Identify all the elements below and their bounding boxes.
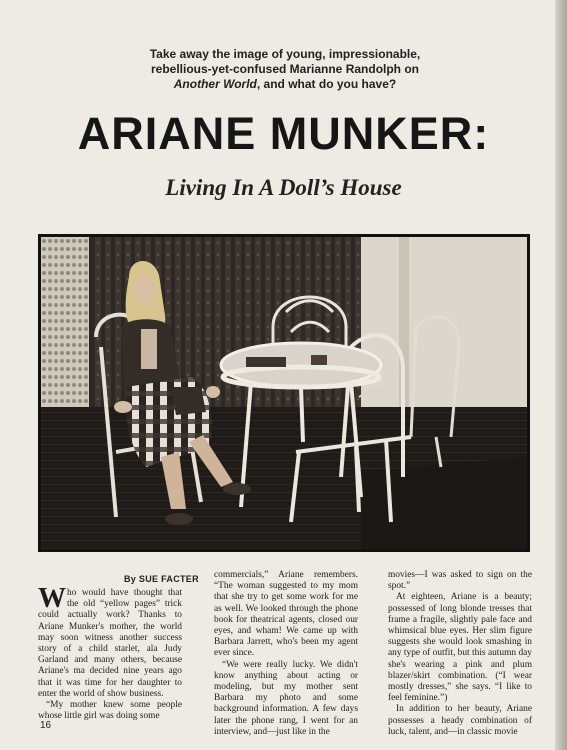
col3-paragraph-2: At eighteen, Ariane is a beauty; possessed of long blonde tresses that frame a fragile, slightly pale face and whimsical blue eyes. Her slim figure suggests she would look smashing in any type of outfit, but this autumn day she's wearing a pink and plum blazer/skirt combination. (“I wear mostly dresses,” she says. “I like to feel feminine.”) [388, 592, 532, 704]
show-title: Another World [173, 77, 257, 91]
deck-line-2: rebellious-yet-confused Marianne Randolph on [150, 62, 420, 76]
col3-paragraph-1: movies—I was asked to sign on the spot.” [388, 570, 532, 592]
byline: By SUE FACTER [124, 574, 199, 584]
deck-text [120, 47, 450, 92]
article-column-1 [38, 583, 182, 722]
col2-paragraph-2: “We were really lucky. We didn't know anything about acting or modeling, but my mother sent Barbara my photo and some background information. A few days later the phone rang, I went for an interview, and—just like in the [214, 659, 358, 737]
photo-illustration [41, 237, 527, 549]
headline: ARIANE MUNKER: [77, 108, 490, 159]
col3-paragraph-3: In addition to her beauty, Ariane possesses a heady combination of luck, talent, and—in classic movie [388, 704, 532, 737]
page-number: 16 [40, 720, 52, 731]
page-gutter-shadow [555, 0, 567, 750]
deck-line-3 [120, 77, 450, 92]
col2-paragraph-1: commercials,” Ariane remembers. “The woman suggested to my mom that she try to get some work for me as well. We looked through the phone book for theatrical agents, closed our eyes, and wham! We came up with Barbara Jarrett, who's been my agent ever since. [214, 570, 358, 659]
feature-photo [38, 234, 530, 552]
col1-p1-text: ho would have thought that the old “yellow pages” trick could actually work? Thanks to Ariane Munker's mother, the world may soon witness another success story of a child starlet, ala Judy Garland and many others, because Ariane's ma decided nine years ago that it was time for her daughter to enter the world of show business. [38, 588, 182, 699]
article-column-3 [388, 570, 532, 738]
subhead: Living In A Doll’s House [165, 175, 402, 200]
deck-line-3-rest: , and what do you have? [256, 77, 397, 91]
deck-line-1: Take away the image of young, impressionable, [149, 47, 421, 61]
article-column-2 [214, 570, 358, 738]
col1-paragraph-2: “My mother knew some people whose little girl was doing some [38, 700, 182, 722]
drop-cap: W [38, 583, 66, 614]
col1-paragraph-1 [38, 583, 182, 700]
